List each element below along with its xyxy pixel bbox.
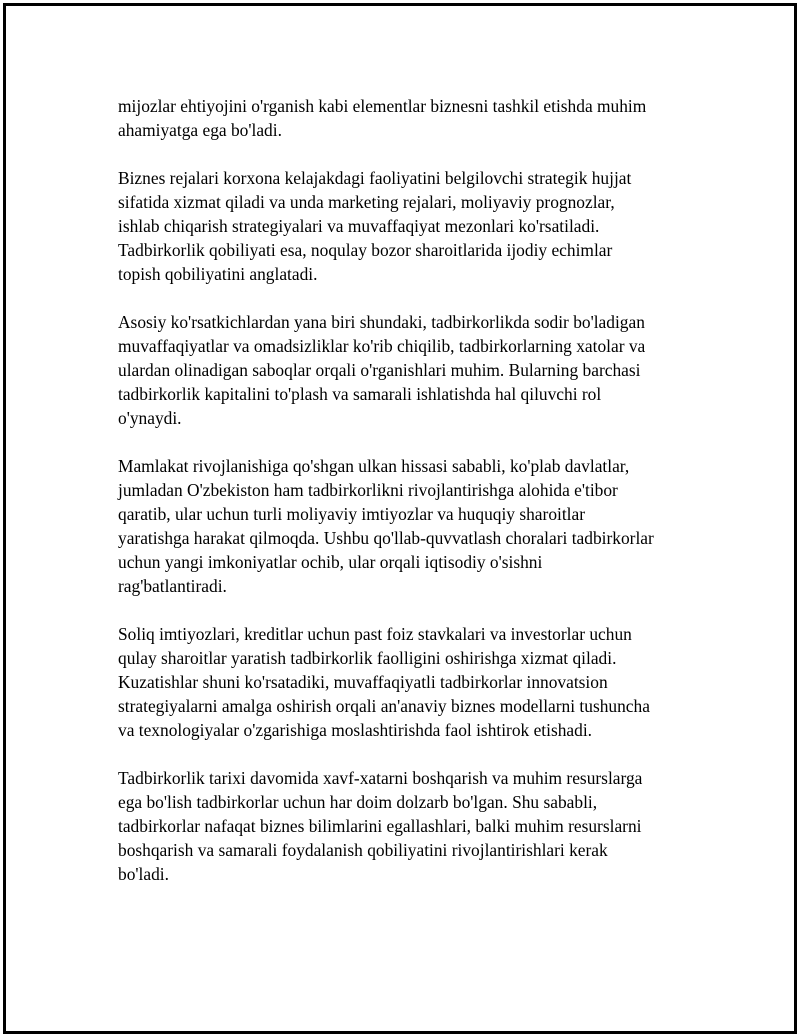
document-body xyxy=(118,94,698,910)
paragraph-2: Biznes rejalari korxona kelajakdagi faoliyatini belgilovchi strategik hujjat sifatida xizmat qiladi va unda marketing rejalari, moliyaviy prognozlar, ishlab chiqarish strategiyalari va muvaffaqiyat mezonlari ko'rsatiladi. Tadbirkorlik qobiliyati esa, noqulay bozor sharoitlarida ijodiy echimlar topish qobiliyatini anglatadi. xyxy=(118,168,632,284)
paragraph-3: Asosiy ko'rsatkichlardan yana biri shundaki, tadbirkorlikda sodir bo'ladigan muvaffaqiyatlar va omadsizliklar ko'rib chiqilib, tadbirkorlarning xatolar va ulardan olinadigan saboqlar orqali o'rganishlari muhim. Bularning barchasi tadbirkorlik kapitalini to'plash va samarali ishlatishda hal qiluvchi rol o'ynaydi. xyxy=(118,312,646,428)
paragraph-1: mijozlar ehtiyojini o'rganish kabi elementlar biznesni tashkil etishda muhim ahamiyatga ega bo'ladi. xyxy=(118,96,647,140)
paragraph-4: Mamlakat rivojlanishiga qo'shgan ulkan hissasi sababli, ko'plab davlatlar, jumladan O'zbekiston ham tadbirkorlikni rivojlantirishga alohida e'tibor qaratib, ular uchun turli moliyaviy imtiyozlar va huquqiy sharoitlar yaratishga harakat qilmoqda. Ushbu qo'llab-quvvatlash choralari tadbirkorlar uchun yangi imkoniyatlar ochib, ular orqali iqtisodiy o'sishni rag'batlantiradi. xyxy=(118,456,654,596)
paragraph-6: Tadbirkorlik tarixi davomida xavf-xatarni boshqarish va muhim resurslarga ega bo'lish tadbirkorlar uchun har doim dolzarb bo'lgan. Shu sababli, tadbirkorlar nafaqat biznes bilimlarini egallashlari, balki muhim resurslarni boshqarish va samarali foydalanish qobiliyatini rivojlantirishlari kerak bo'ladi. xyxy=(118,768,643,884)
paragraph-5: Soliq imtiyozlari, kreditlar uchun past foiz stavkalari va investorlar uchun qulay sharoitlar yaratish tadbirkorlik faolligini oshirishga xizmat qiladi. Kuzatishlar shuni ko'rsatadiki, muvaffaqiyatli tadbirkorlar innovatsion strategiyalarni amalga oshirish orqali an'anaviy biznes modellarni tushuncha va texnologiyalar o'zgarishiga moslashtirishda faol ishtirok etishadi. xyxy=(118,624,650,740)
